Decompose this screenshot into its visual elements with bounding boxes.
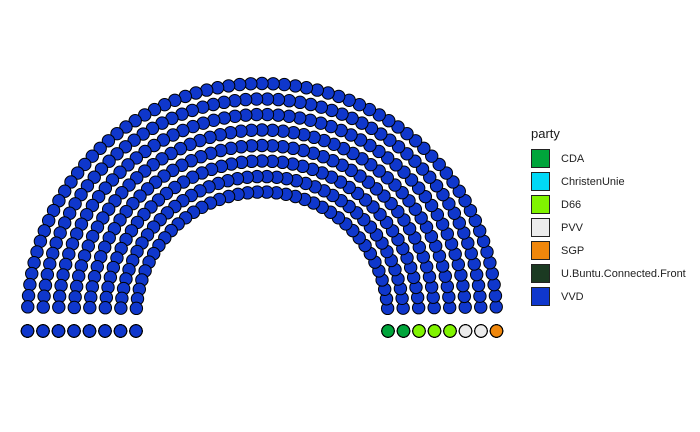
legend-label-pvv: PVV (561, 221, 584, 234)
seat-vvd (267, 78, 279, 90)
seat-vvd (83, 325, 95, 337)
legend-label-christenunie: ChristenUnie (561, 175, 625, 188)
seat-pvv (459, 325, 471, 337)
seat-vvd (37, 301, 49, 313)
seat-vvd (114, 325, 126, 337)
seat-vvd (289, 80, 301, 92)
seat-vvd (21, 325, 33, 337)
seat-vvd (218, 96, 230, 108)
seat-d66 (444, 325, 456, 337)
legend-label-sgp: SGP (561, 244, 585, 257)
seat-vvd (22, 290, 34, 302)
seat-vvd (211, 82, 223, 94)
legend-label-d66: D66 (561, 198, 582, 211)
legend-swatch-d66 (531, 195, 550, 214)
legend-item-christenunie (531, 170, 686, 193)
seat-vvd (37, 325, 49, 337)
seat-vvd (490, 301, 502, 313)
legend-item-sgp (531, 239, 686, 262)
legend-item-pvv (531, 216, 686, 239)
seat-vvd (222, 80, 234, 92)
legend-swatch-christenunie (531, 172, 550, 191)
seat-vvd (278, 78, 290, 90)
seat-vvd (26, 267, 38, 279)
legend-item-cda (531, 147, 686, 170)
legend-label-vvd: VVD (561, 290, 584, 303)
seat-vvd (256, 77, 268, 89)
seat-cda (397, 325, 409, 337)
seat-vvd (22, 301, 34, 313)
legend-swatch-u-buntu-connected-front (531, 264, 550, 283)
seat-vvd (99, 302, 111, 314)
seat-vvd (68, 325, 80, 337)
legend-swatch-cda (531, 149, 550, 168)
seat-cda (382, 325, 394, 337)
seat-vvd (99, 325, 111, 337)
seat-vvd (84, 301, 96, 313)
legend-label-u-buntu-connected-front: U.Buntu.Connected.Front (561, 267, 686, 280)
legend-item-d66 (531, 193, 686, 216)
seat-vvd (489, 290, 501, 302)
seat-vvd (311, 84, 323, 96)
seat-vvd (245, 78, 257, 90)
seat-vvd (68, 301, 80, 313)
seat-d66 (428, 325, 440, 337)
seat-sgp (490, 325, 502, 337)
seat-vvd (234, 78, 246, 90)
legend-swatch-pvv (531, 218, 550, 237)
seat-vvd (305, 98, 317, 110)
seat-vvd (488, 278, 500, 290)
legend-item-u-buntu-connected-front (531, 262, 686, 285)
seat-vvd (300, 82, 312, 94)
seat-d66 (413, 325, 425, 337)
legend-label-cda: CDA (561, 152, 585, 165)
legend-title: party (531, 126, 560, 141)
legend-item-vvd (531, 285, 686, 308)
seat-vvd (52, 325, 64, 337)
legend (531, 126, 686, 308)
legend-swatch-sgp (531, 241, 550, 260)
seat-vvd (130, 302, 142, 314)
legend-swatch-vvd (531, 287, 550, 306)
seat-vvd (28, 257, 40, 269)
seat-vvd (24, 278, 36, 290)
seat-vvd (115, 302, 127, 314)
seat-pvv (475, 325, 487, 337)
seat-vvd (130, 325, 142, 337)
seat-vvd (53, 301, 65, 313)
seat-vvd (486, 267, 498, 279)
